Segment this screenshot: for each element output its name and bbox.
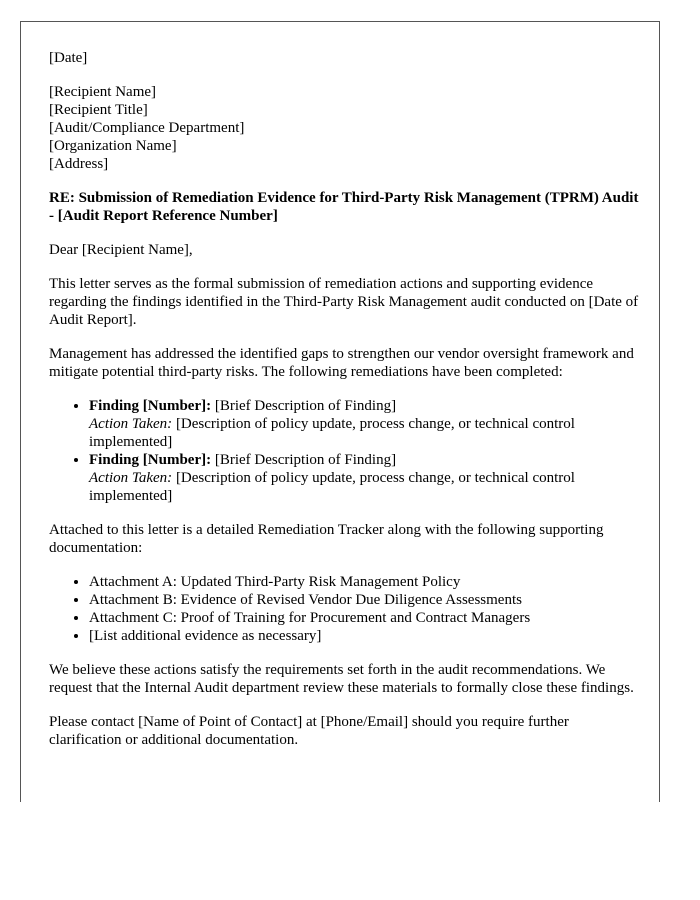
recipient-title: [Recipient Title] bbox=[49, 102, 148, 118]
letter-page bbox=[20, 21, 660, 802]
attachments-paragraph: Attached to this letter is a detailed Remediation Tracker along with the following supporting documentation: bbox=[49, 522, 604, 556]
contact-paragraph: Please contact [Name of Point of Contact] at [Phone/Email] should you require further clarification or additional documentation. bbox=[49, 714, 569, 748]
intro-paragraph: This letter serves as the formal submission of remediation actions and supporting evidence regarding the findings identified in the Third-Party Risk Management audit conducted on [Date of Audit Report]. bbox=[49, 276, 639, 328]
findings-list bbox=[49, 397, 639, 505]
finding-item bbox=[89, 397, 639, 451]
attachments-list bbox=[49, 573, 639, 645]
finding-title: Finding [Number]: bbox=[89, 398, 212, 414]
attachment-item: • Attachment C: Proof of Training for Procurement and Contract Managers bbox=[89, 609, 639, 627]
attachment-item: • Attachment B: Evidence of Revised Vendor Due Diligence Assessments bbox=[89, 591, 639, 609]
finding-description: [Brief Description of Finding] bbox=[211, 398, 397, 414]
recipient-name: [Recipient Name] bbox=[49, 84, 157, 100]
action-taken-label: Action Taken: bbox=[89, 416, 173, 432]
recipient-organization: [Organization Name] bbox=[49, 138, 177, 154]
salutation: Dear [Recipient Name], bbox=[49, 242, 193, 258]
remediation-paragraph: Management has addressed the identified gaps to strengthen our vendor oversight framework and mitigate potential third-party risks. The following remediations have been completed: bbox=[49, 346, 634, 380]
recipient-department: [Audit/Compliance Department] bbox=[49, 120, 245, 136]
finding-description: [Brief Description of Finding] bbox=[211, 452, 397, 468]
finding-item bbox=[89, 451, 639, 505]
attachment-item: • [List additional evidence as necessary] bbox=[89, 627, 639, 645]
letter-body bbox=[49, 49, 639, 765]
action-taken-label: Action Taken: bbox=[89, 470, 173, 486]
finding-title: Finding [Number]: bbox=[89, 452, 212, 468]
attachment-item: • Attachment A: Updated Third-Party Risk Management Policy bbox=[89, 573, 639, 591]
letter-date: [Date] bbox=[49, 50, 88, 66]
action-taken-text: [Description of policy update, process change, or technical control implemented] bbox=[89, 416, 575, 450]
recipient-block bbox=[49, 83, 639, 173]
closing-request-paragraph: We believe these actions satisfy the requirements set forth in the audit recommendations. We request that the Internal Audit department review these materials to formally close these findings. bbox=[49, 662, 634, 696]
subject-line: RE: Submission of Remediation Evidence for Third-Party Risk Management (TPRM) Audit - [Audit Report Reference Number] bbox=[49, 190, 639, 224]
action-taken-text: [Description of policy update, process change, or technical control implemented] bbox=[89, 470, 575, 504]
recipient-address: [Address] bbox=[49, 156, 109, 172]
